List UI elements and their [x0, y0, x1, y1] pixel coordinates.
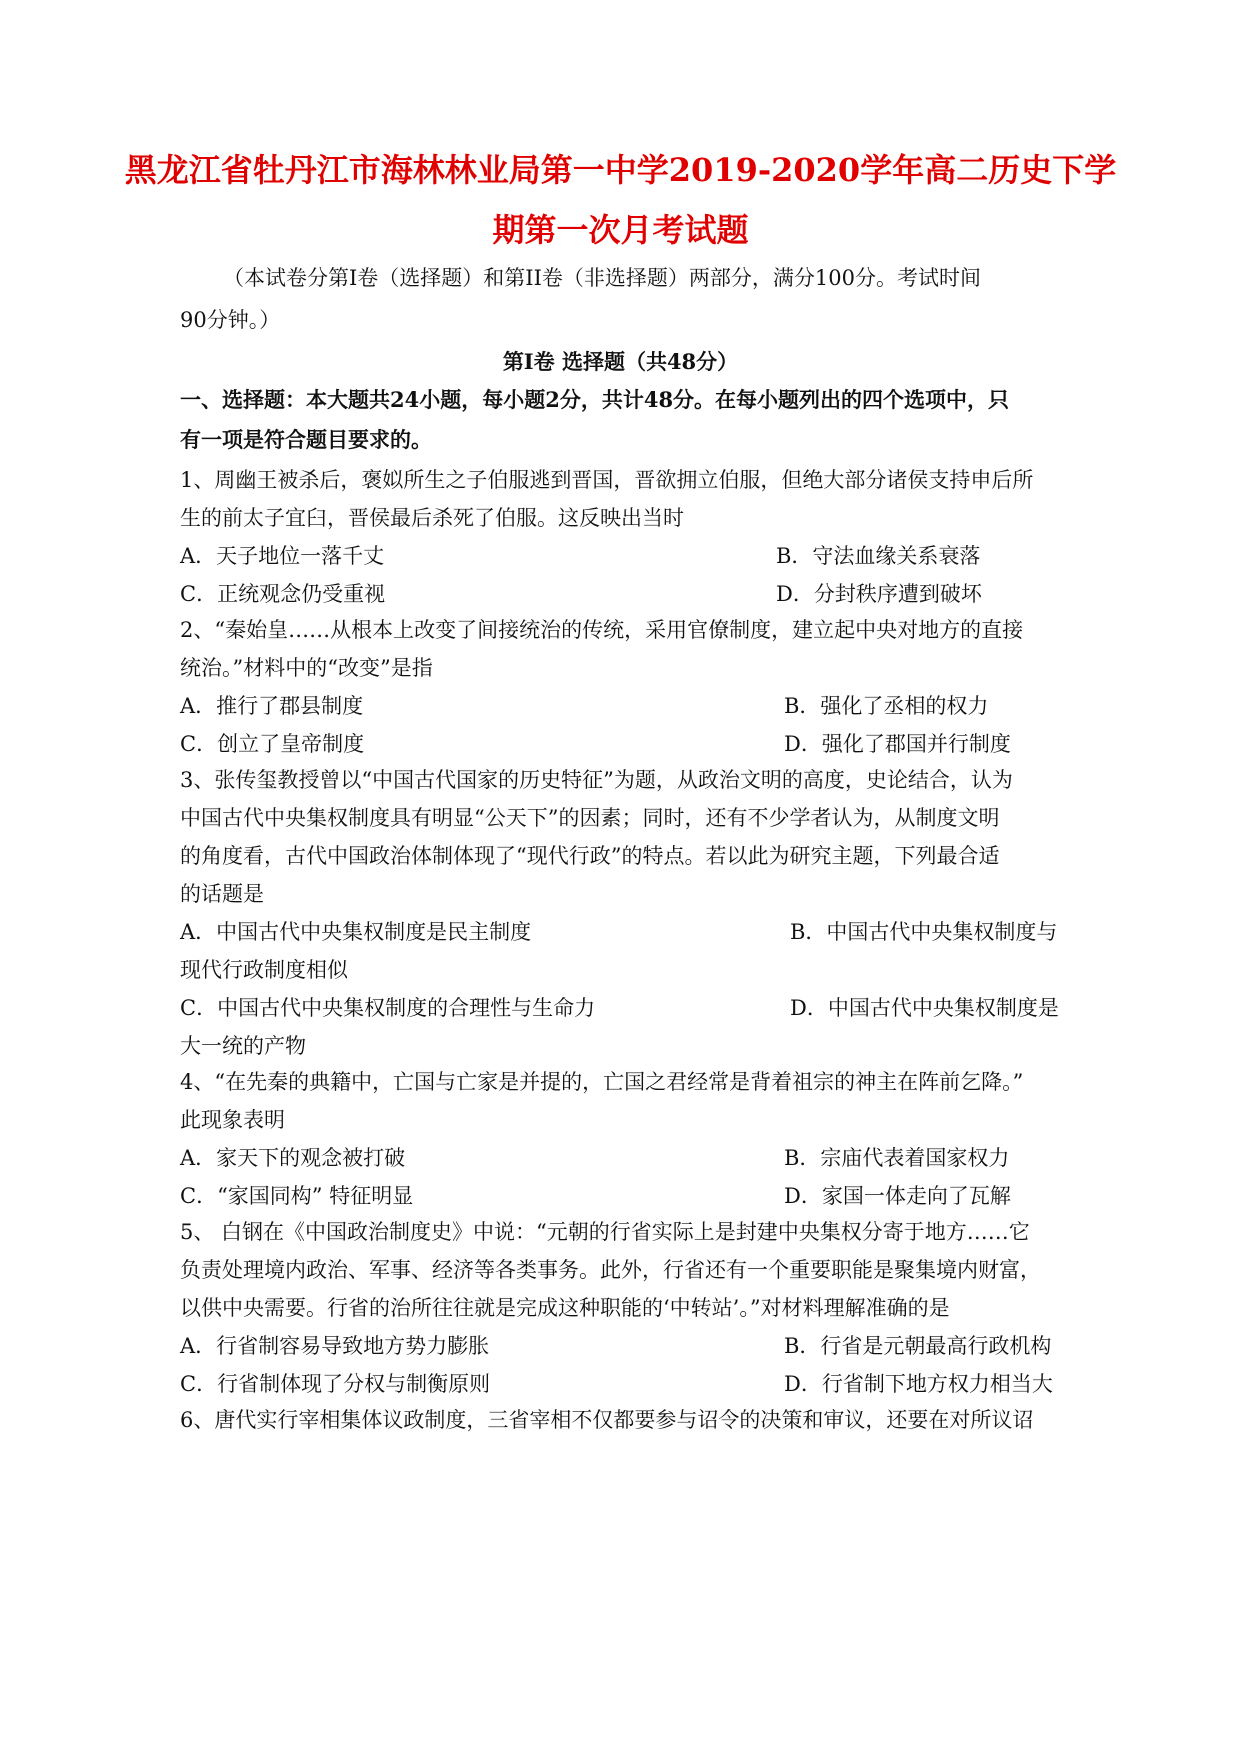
- q2-option-d: D．强化了郡国并行制度: [784, 732, 1011, 756]
- q5-stem-line3: 以供中央需要。行省的治所往往就是完成这种职能的‘中转站’。”对材料理解准确的是: [180, 1296, 950, 1320]
- q6-stem-line1: 6、唐代实行宰相集体议政制度，三省宰相不仅都要参与诏令的决策和审议，还要在对所议诏: [180, 1408, 1034, 1432]
- q3-option-d-line1: D．中国古代中央集权制度是: [790, 996, 1059, 1020]
- q3-stem-line4: 的话题是: [180, 882, 264, 906]
- document-title-line1: 黑龙江省牡丹江市海林林业局第一中学2019-2020学年高二历史下学: [124, 151, 1117, 189]
- intro-line2: 90分钟。）: [180, 308, 281, 332]
- document-title-line2: 期第一次月考试题: [492, 211, 749, 249]
- q3-option-c: C．中国古代中央集权制度的合理性与生命力: [180, 996, 596, 1020]
- q5-option-c: C．行省制体现了分权与制衡原则: [180, 1372, 491, 1396]
- q3-option-a: A．中国古代中央集权制度是民主制度: [180, 920, 532, 944]
- q4-option-c: C．“家国同构” 特征明显: [180, 1184, 414, 1208]
- q2-stem-line2: 统治。”材料中的“改变”是指: [180, 656, 433, 680]
- q2-option-c: C．创立了皇帝制度: [180, 732, 365, 756]
- q3-option-d-line2: 大一统的产物: [180, 1034, 306, 1058]
- intro-line1: （本试卷分第I卷（选择题）和第II卷（非选择题）两部分，满分100分。考试时间: [223, 266, 981, 290]
- q5-stem-line2: 负责处理境内政治、军事、经济等各类事务。此外，行省还有一个重要职能是聚集境内财富，: [180, 1258, 1041, 1282]
- q2-stem-line1: 2、“秦始皇……从根本上改变了间接统治的传统，采用官僚制度，建立起中央对地方的直接: [180, 618, 1024, 642]
- q1-option-d: D．分封秩序遭到破坏: [776, 582, 982, 606]
- q4-option-d: D．家国一体走向了瓦解: [784, 1184, 1011, 1208]
- q3-stem-line1: 3、张传玺教授曾以“中国古代国家的历史特征”为题，从政治文明的高度，史论结合，认为: [180, 768, 1013, 792]
- q4-option-a: A．家天下的观念被打破: [180, 1146, 406, 1170]
- instructions-line1: 一、选择题：本大题共24小题，每小题2分，共计48分。在每小题列出的四个选项中，只: [180, 387, 1010, 412]
- q1-option-a: A．天子地位一落千丈: [180, 544, 385, 568]
- instructions-line2: 有一项是符合题目要求的。: [180, 427, 432, 452]
- q3-stem-line2: 中国古代中央集权制度具有明显“公天下”的因素；同时，还有不少学者认为，从制度文明: [180, 806, 1000, 830]
- q3-option-b-line2: 现代行政制度相似: [180, 958, 348, 982]
- q2-option-b: B．强化了丞相的权力: [784, 694, 989, 718]
- q2-option-a: A．推行了郡县制度: [180, 694, 364, 718]
- q4-stem-line2: 此现象表明: [180, 1108, 285, 1132]
- section1-title: 第I卷 选择题（共48分）: [502, 349, 739, 374]
- q3-option-b-line1: B．中国古代中央集权制度与: [790, 920, 1058, 944]
- q5-option-a: A．行省制容易导致地方势力膨胀: [180, 1334, 490, 1358]
- q5-option-b: B．行省是元朝最高行政机构: [784, 1334, 1052, 1358]
- q1-stem-line2: 生的前太子宜臼，晋侯最后杀死了伯服。这反映出当时: [180, 506, 684, 530]
- q4-option-b: B．宗庙代表着国家权力: [784, 1146, 1010, 1170]
- q1-stem-line1: 1、周幽王被杀后，褒姒所生之子伯服逃到晋国，晋欲拥立伯服，但绝大部分诸侯支持申后所: [180, 468, 1034, 492]
- q1-option-b: B．守法血缘关系衰落: [776, 544, 981, 568]
- q3-stem-line3: 的角度看，古代中国政治体制体现了“现代行政”的特点。若以此为研究主题，下列最合适: [180, 844, 1000, 868]
- q1-option-c: C．正统观念仍受重视: [180, 582, 386, 606]
- q5-stem-line1: 5、 白钢在《中国政治制度史》中说：“元朝的行省实际上是封建中央集权分寄于地方……它: [180, 1220, 1030, 1244]
- q5-option-d: D．行省制下地方权力相当大: [784, 1372, 1053, 1396]
- q4-stem-line1: 4、“在先秦的典籍中，亡国与亡家是并提的，亡国之君经常是背着祖宗的神主在阵前乞降。”: [180, 1070, 1024, 1094]
